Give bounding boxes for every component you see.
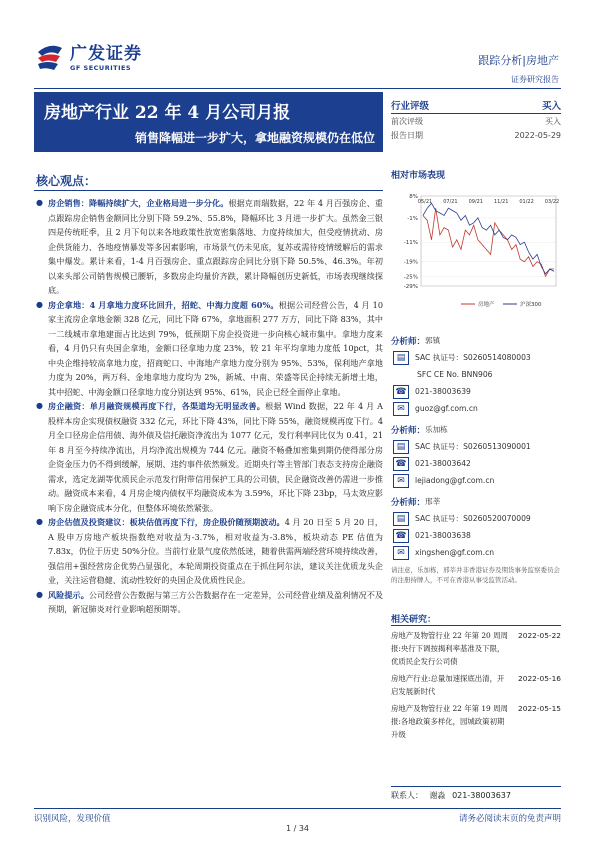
contact-person (391, 790, 561, 801)
core-paragraph: ● 房企拿地：4 月拿地力度环比回升，招蛇、中海力度超 60%。根据公司经营公告，4 月 10 家主流房企拿地金额 328 亿元，同比下降 67%，拿地面积 277 万方，同比下降 83%，其中一二线城市拿地建面占比达到 79%，低预期下房企投资进一步向核心城市集中。拿地力度来看，4 月仍只有央国企拿地，金额口径拿地力度 23%，较 21 年平均拿地力度低 10pct，其中央企维持较高拿地力度，招商蛇口、中海地产拿地力度分别为 95%、53%，保利地产拿地力度为 20%，两万科、金地拿地力度均为 2%，新城、中南、荣盛等民企持续无新增土地，其中招蛇、中海金额口径拿地力度分别达到 95%、61%，民企已经全面停止拿地。 (36, 298, 383, 400)
prev-rating-value: 买入 (545, 116, 561, 126)
page-number: 1 / 34 (285, 824, 310, 833)
analyst-card (391, 421, 561, 489)
id-card-icon: ▤ (393, 512, 409, 526)
contact-label: 联系人： (391, 791, 423, 800)
x-tick-label: 09/21 (468, 199, 484, 205)
core-paragraph: ● 房企估值及投资建议：板块估值再度下行，房企股价随预期波动。4 月 20 日至 5 月 20 日，A 股申万房地产板块指数绝对收益为-3.7%，相对收益为-3.8%，板块动态 PE 估值为 7.83x，仍位于历史 50%分位。当前行业景气度依然低迷，随着供需两端经营环境持续改善，强信用+强经营房企优势凸显强化，本轮周期投资重点在于抓住阿尔法，建议关注优质龙头企业，关注运营稳健、流动性较好的央国企及优质性民企。 (36, 515, 383, 588)
analyst-label: 分析师： (391, 497, 426, 508)
header-right (478, 52, 559, 85)
related-item[interactable] (391, 702, 561, 741)
x-tick-label: 07/21 (443, 199, 458, 205)
analyst-phone: 021-38003639 (415, 387, 471, 396)
related-item-date: 2022-05-22 (518, 631, 561, 640)
phone-icon: ☎ (393, 457, 409, 471)
footer-divider (34, 808, 561, 809)
analyst-sac: SAC 执证号：S0260513090001 (415, 442, 531, 451)
analyst-email[interactable]: guoz@gf.com.cn (415, 404, 478, 413)
related-item[interactable] (391, 629, 561, 668)
y-tick-label: -29% (403, 284, 418, 290)
core-views (36, 196, 383, 617)
analyst-card (391, 332, 561, 417)
report-subtitle: 销售降幅进一步扩大，拿地融资规模仍在低位 (134, 131, 375, 145)
related-divider (391, 625, 561, 626)
logo-cn-text: 广发证券 (70, 43, 142, 64)
related-item-title: 房地产行业:总量加速探底出清，开启发展新时代 (391, 674, 505, 696)
legend-label-realestate: 房地产 (478, 302, 495, 308)
analyst-label: 分析师： (391, 425, 426, 436)
x-tick-label: 11/21 (493, 199, 509, 205)
x-tick-label: 05/21 (417, 199, 433, 205)
related-item[interactable] (391, 672, 561, 698)
y-tick-label: 8% (409, 194, 418, 200)
analyst-phone: 021-38003638 (415, 531, 471, 540)
market-chart (391, 186, 561, 326)
core-paragraph: ● 房企融资：单月融资规模再度下行，各渠道均无明显改善。根据 Wind 数据，22 年 4 月 A 股样本房企实现债权融资 332 亿元，环比下降 43%，同比下降 55%，融资规模再度下行。4 月全口径房企信用债、海外债及信托融资净流出为 1077 亿元，发行利率同比仅为 0.41，21 年 8 月至今持续净流出，月均净流出规模为 744 亿元。融资不畅叠加密集到期仍使得部分房企资金压力仍不得到缓解，展期、违约事件依然频发。近期央行等主管部门表态支持房企融资需求，选定龙湖等优质民企示范发行附带信用保护工具的公司债，民企融资改善仍需进一步推动。融资成本来看，4 月房企境内债权平均融资成本为 3.59%，环比下降 23bp，马太效应影响下房企融资成本分化，但整体环境依然紧张。 (36, 399, 383, 515)
phone-icon: ☎ (393, 529, 409, 543)
market-chart-title: 相对市场表现 (391, 171, 446, 181)
analyst-label: 分析师： (391, 336, 426, 347)
analyst-email[interactable]: lejiadong@gf.com.cn (415, 476, 495, 485)
analyst-note: 请注意，乐加栋，邢莘并非香港证券及期货事务监察委员会的注册持牌人，不可在香港从事受监管活动。 (391, 566, 560, 584)
legend-label-csi300: 沪深300 (520, 302, 542, 308)
prev-rating-label: 前次评级 (391, 116, 423, 126)
analyst-card (391, 493, 561, 561)
footer-slogan: 识别风险，发现价值 (34, 814, 111, 824)
y-tick-label: -11% (403, 240, 418, 247)
related-item-date: 2022-05-15 (518, 704, 561, 713)
related-research-title: 相关研究： (391, 615, 437, 625)
related-item-title: 房地产及物管行业 22 年第 19 周周报:各地政策多样化，园城政策初期升级 (391, 704, 508, 739)
y-tick-label: -25% (403, 274, 418, 281)
analyst-name: 郭镇 (425, 336, 441, 345)
logo-en-text: GF SECURITIES (70, 63, 132, 72)
analyst-name: 乐加栋 (425, 425, 448, 434)
analysts (391, 332, 561, 585)
x-tick-label: 01/22 (519, 199, 534, 205)
rating-box (391, 96, 561, 142)
core-paragraph: ● 房企销售：降幅持续扩大，企业格局进一步分化。根据克而瑞数据，22 年 4 月百强房企、重点跟踪房企销售金额同比分别下降 59.2%、55.8%，降幅环比 3 月进一步扩大。虽然金三银四是传统旺季，且 2 月下旬以来各地政策性放宽密集落地、力度持续加大，但受疫情扰动、房企供货能力、各地疫情暴发等多因素影响，市场景气仍未见底，复苏或需待疫情缓解后的需求集中爆发。累计来看，1-4 月百强房企、重点跟踪房企同比分别下降 50.5%、46.3%。年初以来头部公司销售规模已腰斩，多数房企均量价齐跌，累计降幅创历史新低，市场表现继续探底。 (36, 196, 383, 298)
analyst-email[interactable]: xingshen@gf.com.cn (415, 548, 495, 557)
rating-value: 买入 (541, 100, 561, 112)
y-tick-label: -1% (407, 215, 418, 222)
report-type: 证券研究报告 (511, 75, 559, 84)
report-track: 跟踪分析|房地产 (478, 54, 559, 67)
report-date-label: 报告日期 (391, 130, 423, 140)
related-research (391, 629, 561, 745)
id-card-icon: ▤ (393, 351, 409, 365)
series-line-csi300 (423, 203, 554, 273)
report-title: 房地产行业 22 年 4 月公司月报 (44, 103, 291, 123)
rating-label: 行业评级 (391, 100, 430, 112)
core-views-divider (34, 190, 383, 191)
footer-disclaimer-note: 请务必阅读末页的免责声明 (458, 814, 561, 824)
analyst-sac: SAC 执证号：S0260514080003 (415, 353, 531, 362)
analyst-name: 邢莘 (425, 497, 441, 506)
contact-phone: 021-38003637 (452, 791, 511, 800)
core-views-title: 核心观点： (36, 174, 97, 188)
contact-divider (391, 786, 561, 787)
email-icon: ✉ (393, 474, 409, 488)
email-icon: ✉ (393, 402, 409, 416)
contact-name: 谢淼 (429, 791, 446, 800)
title-band (34, 92, 383, 152)
related-item-date: 2022-05-16 (518, 674, 561, 683)
id-card-icon: ▤ (393, 440, 409, 454)
logo-mark-icon (34, 42, 66, 74)
header-divider (34, 88, 561, 89)
prev-rating-row (391, 114, 561, 128)
analyst-sac: SAC 执证号：S0260520070009 (415, 514, 531, 523)
email-icon: ✉ (393, 546, 409, 560)
x-tick-label: 03/22 (544, 199, 560, 205)
report-date-value: 2022-05-29 (514, 130, 561, 140)
y-tick-label: -19% (403, 259, 418, 266)
phone-icon: ☎ (393, 385, 409, 399)
analyst-phone: 021-38003642 (415, 459, 471, 468)
analyst-ce: SFC CE No. BNN906 (417, 370, 493, 379)
related-item-title: 房地产及物管行业 22 年第 20 周周报:央行下调按揭利率基准及下限，优质民企发行公司债 (391, 631, 508, 666)
report-date-row (391, 128, 561, 142)
company-logo (34, 40, 164, 76)
rating-row (391, 96, 561, 114)
chart-frame (421, 196, 556, 286)
core-paragraph: ● 风险提示。公司经营公告数据与第三方公告数据存在一定差异，公司经营业绩及盈利情况不及预期，新冠肺炎对行业影响超预期等。 (36, 588, 383, 617)
